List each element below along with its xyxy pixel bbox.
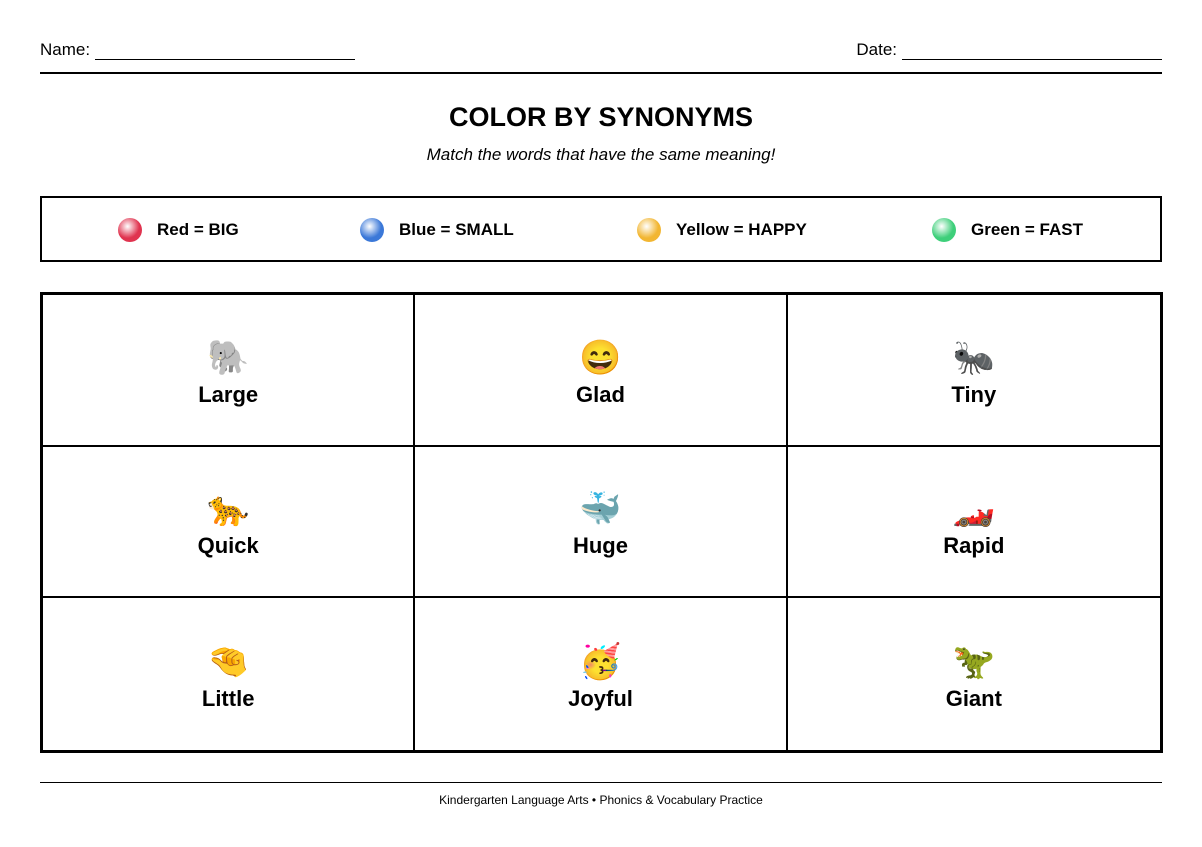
legend-label: Yellow = HAPPY: [676, 220, 807, 239]
footer-text: Kindergarten Language Arts • Phonics & Vocabulary Practice: [439, 793, 763, 807]
word-cell[interactable]: [43, 598, 415, 750]
leopard-icon: 🐆: [206, 490, 250, 529]
red-dot-icon: [118, 218, 142, 242]
ant-icon: 🐜: [952, 338, 995, 377]
legend-item-blue: [360, 218, 514, 242]
word: Large: [198, 381, 259, 407]
legend-label: Red = BIG: [157, 220, 239, 239]
yellow-dot-icon: [637, 218, 661, 242]
color-legend: [40, 196, 1162, 262]
footer-divider: [40, 782, 1162, 783]
legend-label: Blue = SMALL: [399, 220, 514, 239]
word: Quick: [197, 533, 259, 559]
elephant-icon: 🐘: [206, 338, 250, 377]
date-field[interactable]: [856, 38, 1162, 60]
word: Glad: [576, 381, 625, 407]
word: Giant: [945, 686, 1002, 712]
word-cell[interactable]: [788, 447, 1160, 599]
name-label: Name:: [40, 40, 91, 59]
name-blank[interactable]: [95, 41, 355, 60]
word: Rapid: [943, 533, 1005, 559]
whale-icon: 🐳: [579, 490, 622, 529]
date-label: Date:: [856, 40, 897, 59]
blue-dot-icon: [360, 218, 384, 242]
word-cell[interactable]: [415, 447, 787, 599]
race-car-icon: 🏎️: [952, 490, 995, 529]
grinning-face-icon: 😄: [579, 338, 622, 377]
date-blank[interactable]: [902, 41, 1162, 60]
legend-item-yellow: [637, 218, 807, 242]
word-cell[interactable]: [788, 295, 1160, 447]
green-dot-icon: [932, 218, 956, 242]
party-face-icon: 🥳: [579, 643, 622, 682]
page-title: COLOR BY SYNONYMS: [448, 102, 754, 132]
word-cell[interactable]: [415, 295, 787, 447]
word-cell[interactable]: [43, 447, 415, 599]
pinching-hand-icon: 🤏: [206, 643, 250, 682]
name-field[interactable]: [40, 38, 355, 60]
word-cell[interactable]: [43, 295, 415, 447]
word-cell[interactable]: [415, 598, 787, 750]
worksheet-header: [40, 38, 1162, 74]
word: Tiny: [951, 381, 997, 407]
word: Little: [201, 686, 255, 712]
word: Joyful: [568, 686, 633, 712]
dinosaur-icon: 🦖: [952, 643, 995, 682]
word: Huge: [572, 533, 628, 559]
legend-label: Green = FAST: [971, 220, 1083, 239]
word-cell[interactable]: [788, 598, 1160, 750]
page-subtitle: Match the words that have the same meaning!: [426, 145, 776, 164]
word-grid: [40, 292, 1163, 753]
legend-item-green: [932, 218, 1083, 242]
legend-item-red: [118, 218, 239, 242]
